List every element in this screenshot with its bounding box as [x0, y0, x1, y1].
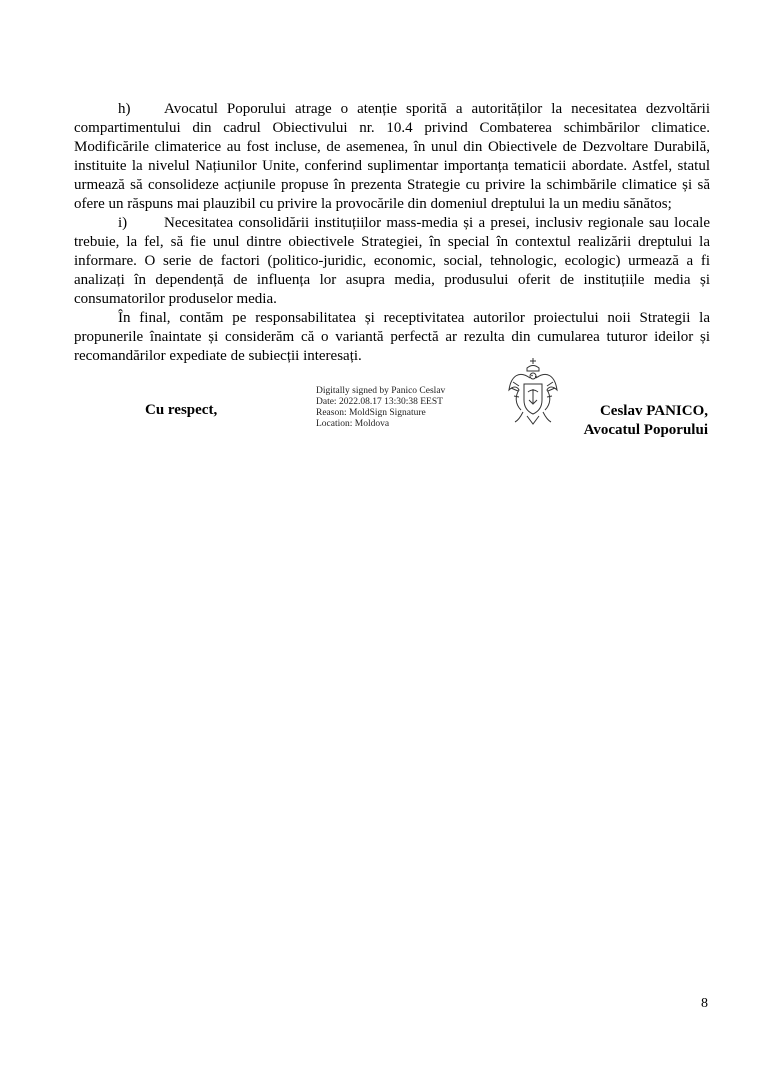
coat-of-arms-icon	[505, 356, 561, 428]
signature-date-line: Date: 2022.08.17 13:30:38 EEST	[316, 397, 443, 407]
page-number: 8	[701, 996, 708, 1011]
paragraph-i-text: Necesitatea consolidării instituțiilor mass-media și a presei, inclusiv regionale sau locale trebuie, la fel, să fie unul dintre obiectivele Strategiei, în special în contextul realizării dreptului la informare. O serie de factori (politico-juridic, economic, social, tehnologic, ecologic) urmează a fi analizați în dependență de influența lor asupra media, produsului oferit de instituțiile media și consumatorilor produselor media.	[74, 215, 710, 307]
signed-by-line: Digitally signed by Panico Ceslav	[316, 386, 446, 396]
closing-salutation: Cu respect,	[145, 402, 218, 418]
signature-location-line: Location: Moldova	[316, 419, 390, 429]
digital-signature-stamp	[316, 386, 445, 430]
signature-block	[0, 386, 763, 446]
signer-info	[584, 402, 708, 440]
list-marker-i: i)	[118, 215, 128, 231]
signature-reason-line: Reason: MoldSign Signature	[316, 408, 426, 418]
paragraph-h-text: Avocatul Poporului atrage o atenție sporită a autorităților la necesitatea dezvoltării compartimentului din cadrul Obiectivului nr. 10.4 privind Combaterea schimbărilor climatice. Modificările climaterice au fost incluse, de asemenea, în unul din Obiectivele de Dezvoltare Durabilă, instituite la nivelul Națiunilor Unite, conferind suplimentar importanța tematicii abordate. Astfel, statul urmează să consolideze acțiunile propuse în prezenta Strategie cu privire la schimbările climatice și să ofere un răspuns mai plauzibil cu privire la provocările din domeniul dreptului la un mediu sănătos;	[74, 101, 710, 212]
paragraph-final: În final, contăm pe responsabilitatea și receptivitatea autorilor proiectului noii Strategii la propunerile înaintate și considerăm că o variantă perfectă ar rezulta din cumularea tuturor ideilor și recomandărilor expediate de subiecții interesați.	[74, 310, 710, 364]
paragraph-i	[74, 214, 710, 309]
document-body	[74, 100, 710, 366]
signer-name: Ceslav PANICO,	[599, 403, 708, 419]
list-marker-h: h)	[118, 101, 131, 117]
signer-title: Avocatul Poporului	[583, 422, 708, 438]
paragraph-h	[74, 100, 710, 214]
